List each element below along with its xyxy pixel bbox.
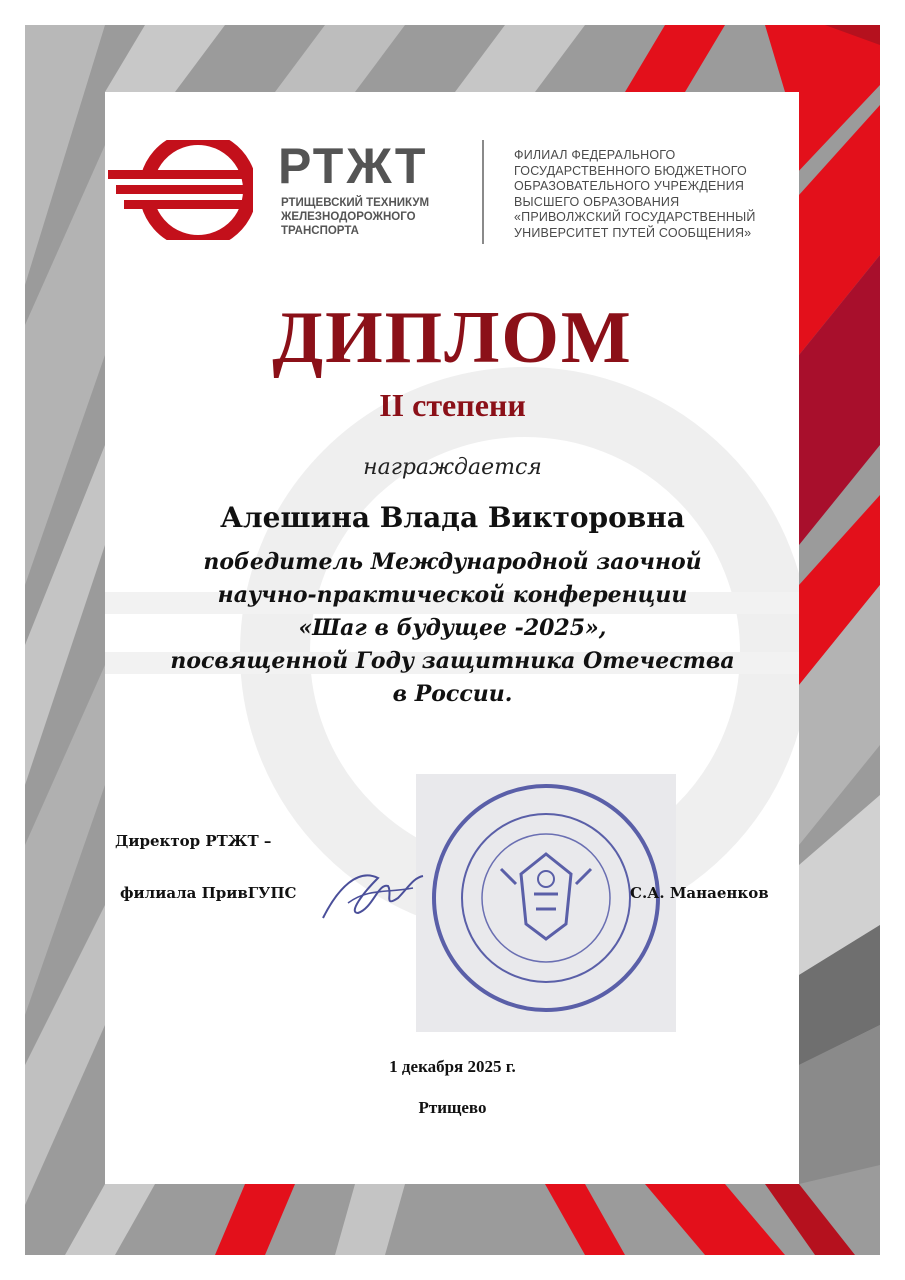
logo-subtitle: РТИЩЕВСКИЙ ТЕХНИКУМ ЖЕЛЕЗНОДОРОЖНОГО ТРАНСПОРТА — [281, 197, 430, 237]
recipient-name: Алешина Влада Викторовна — [220, 501, 685, 534]
signer-position-line2: филиала ПривГУПС — [120, 884, 297, 902]
issue-city: Ртищево — [418, 1098, 487, 1117]
logo-name: РТЖТ — [278, 138, 428, 194]
award-description: победитель Международной заочной научно-практической конференции «Шаг в будущее -2025», посвященной Году защитника Отечества в России. — [170, 549, 735, 707]
awarded-text: награждается — [363, 455, 542, 480]
signer-position-line1: Директор РТЖТ – — [115, 832, 272, 850]
issue-date: 1 декабря 2025 г. — [389, 1057, 516, 1076]
organization-name: ФИЛИАЛ ФЕДЕРАЛЬНОГО ГОСУДАРСТВЕННОГО БЮДЖЕТНОГО ОБРАЗОВАТЕЛЬНОГО УЧРЕЖДЕНИЯ ВЫСШЕГО ОБРАЗОВАНИЯ «ПРИВОЛЖСКИЙ ГОСУДАРСТВЕННЫЙ УНИВЕРСИТЕТ ПУТЕЙ СООБЩЕНИЯ» — [514, 148, 756, 240]
rtzht-logo-icon — [108, 140, 253, 240]
diploma-title: ДИПЛОМ — [272, 297, 633, 379]
diploma-degree: II степени — [379, 387, 526, 423]
signature-icon — [318, 858, 428, 928]
official-seal-icon — [416, 774, 676, 1032]
logo-divider — [482, 140, 484, 244]
signer-name: С.А. Манаенков — [630, 884, 769, 902]
